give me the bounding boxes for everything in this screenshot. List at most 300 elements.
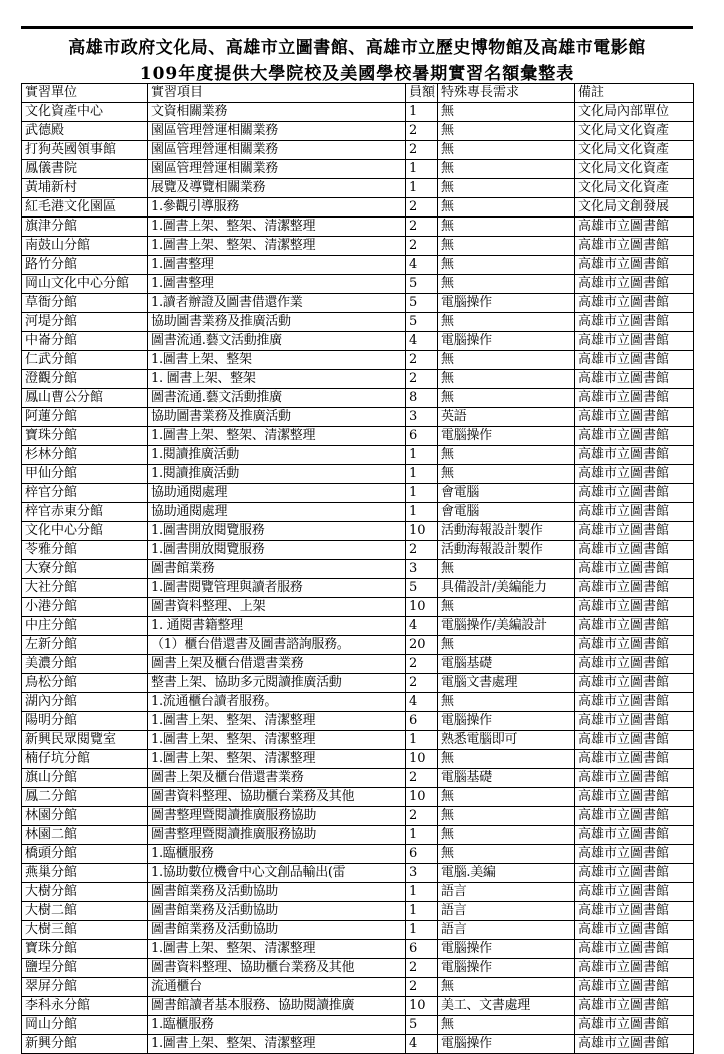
table-row (22, 826, 694, 845)
cell-project: 1.閱讀推廣活動 (148, 446, 406, 465)
cell-project: 協助圖書業務及推廣活動 (148, 408, 406, 427)
table-row (22, 103, 694, 122)
cell-quota: 5 (406, 294, 438, 313)
cell-remark: 高雄市立圖書館 (575, 826, 694, 845)
cell-skills: 活動海報設計製作 (438, 541, 575, 560)
cell-remark: 高雄市立圖書館 (575, 845, 694, 864)
cell-unit: 草衙分館 (22, 294, 148, 313)
cell-quota: 2 (406, 237, 438, 256)
cell-quota: 1 (406, 826, 438, 845)
cell-skills: 無 (438, 313, 575, 332)
cell-skills: 無 (438, 826, 575, 845)
cell-remark: 文化局文化資產 (575, 179, 694, 198)
cell-project: 圖書流通.藝文活動推廣 (148, 332, 406, 351)
cell-skills: 英語 (438, 408, 575, 427)
table-row (22, 408, 694, 427)
cell-quota: 2 (406, 674, 438, 693)
cell-skills: 語言 (438, 883, 575, 902)
cell-remark: 高雄市立圖書館 (575, 617, 694, 636)
cell-unit: 燕巢分館 (22, 864, 148, 883)
cell-unit: 大寮分館 (22, 560, 148, 579)
cell-project: 展覽及導覽相關業務 (148, 179, 406, 198)
cell-remark: 高雄市立圖書館 (575, 351, 694, 370)
cell-skills: 電腦操作 (438, 959, 575, 978)
cell-unit: 新興民眾閱覽室 (22, 731, 148, 750)
cell-unit: 阿蓮分館 (22, 408, 148, 427)
cell-unit: 河堤分館 (22, 313, 148, 332)
cell-unit: 文化中心分館 (22, 522, 148, 541)
cell-project: 1.參觀引導服務 (148, 198, 406, 218)
cell-unit: 新興分館 (22, 1035, 148, 1054)
cell-unit: 紅毛港文化園區 (22, 198, 148, 218)
cell-skills: 語言 (438, 921, 575, 940)
cell-skills: 無 (438, 788, 575, 807)
cell-skills: 無 (438, 179, 575, 198)
table-row (22, 560, 694, 579)
table-row (22, 217, 694, 237)
cell-unit: 梓官分館 (22, 484, 148, 503)
table-row (22, 769, 694, 788)
table-head (22, 84, 694, 103)
cell-unit: 鳥松分館 (22, 674, 148, 693)
table-row (22, 351, 694, 370)
cell-project: 園區管理營運相關業務 (148, 160, 406, 179)
cell-remark: 高雄市立圖書館 (575, 275, 694, 294)
cell-skills: 無 (438, 1016, 575, 1035)
cell-skills: 無 (438, 103, 575, 122)
cell-skills: 無 (438, 198, 575, 218)
table-row (22, 370, 694, 389)
column-header-remark: 備註 (575, 84, 694, 103)
cell-skills: 無 (438, 160, 575, 179)
cell-quota: 8 (406, 389, 438, 408)
cell-quota: 6 (406, 427, 438, 446)
cell-unit: 楠仔坑分館 (22, 750, 148, 769)
cell-skills: 無 (438, 141, 575, 160)
table-row (22, 275, 694, 294)
cell-remark: 高雄市立圖書館 (575, 332, 694, 351)
cell-quota: 3 (406, 408, 438, 427)
cell-project: 圖書資料整理、協助櫃台業務及其他 (148, 788, 406, 807)
cell-remark: 高雄市立圖書館 (575, 484, 694, 503)
cell-remark: 高雄市立圖書館 (575, 674, 694, 693)
cell-skills: 電腦操作 (438, 427, 575, 446)
cell-project: 園區管理營運相關業務 (148, 122, 406, 141)
cell-unit: 旗津分館 (22, 217, 148, 237)
cell-project: 協助通閱處理 (148, 503, 406, 522)
cell-unit: 苓雅分館 (22, 541, 148, 560)
table-row (22, 522, 694, 541)
cell-quota: 4 (406, 332, 438, 351)
cell-unit: 甲仙分館 (22, 465, 148, 484)
cell-quota: 3 (406, 864, 438, 883)
table-row (22, 389, 694, 408)
table-row (22, 750, 694, 769)
cell-unit: 打狗英國領事館 (22, 141, 148, 160)
cell-remark: 高雄市立圖書館 (575, 579, 694, 598)
cell-unit: 武德殿 (22, 122, 148, 141)
table-row (22, 788, 694, 807)
cell-unit: 大樹二館 (22, 902, 148, 921)
cell-unit: 文化資產中心 (22, 103, 148, 122)
cell-remark: 高雄市立圖書館 (575, 408, 694, 427)
cell-unit: 杉林分館 (22, 446, 148, 465)
cell-quota: 10 (406, 598, 438, 617)
cell-project: 圖書館讀者基本服務、協助閱讀推廣 (148, 997, 406, 1016)
cell-unit: 大樹三館 (22, 921, 148, 940)
cell-quota: 2 (406, 351, 438, 370)
cell-project: 圖書館業務 (148, 560, 406, 579)
cell-quota: 5 (406, 313, 438, 332)
cell-skills: 熟悉電腦即可 (438, 731, 575, 750)
cell-remark: 高雄市立圖書館 (575, 503, 694, 522)
cell-quota: 20 (406, 636, 438, 655)
cell-project: 整書上架、協助多元閱讀推廣活動 (148, 674, 406, 693)
cell-skills: 無 (438, 237, 575, 256)
cell-quota: 3 (406, 560, 438, 579)
cell-unit: 寶珠分館 (22, 940, 148, 959)
cell-quota: 2 (406, 655, 438, 674)
cell-quota: 1 (406, 446, 438, 465)
cell-quota: 5 (406, 275, 438, 294)
cell-remark: 高雄市立圖書館 (575, 389, 694, 408)
title-line-1: 高雄市政府文化局、高雄市立圖書館、高雄市立歷史博物館及高雄市電影館 (68, 38, 646, 58)
cell-skills: 電腦操作 (438, 712, 575, 731)
cell-unit: 寶珠分館 (22, 427, 148, 446)
cell-remark: 高雄市立圖書館 (575, 693, 694, 712)
cell-remark: 高雄市立圖書館 (575, 522, 694, 541)
cell-unit: 湖內分館 (22, 693, 148, 712)
cell-remark: 高雄市立圖書館 (575, 256, 694, 275)
cell-project: 協助圖書業務及推廣活動 (148, 313, 406, 332)
cell-remark: 高雄市立圖書館 (575, 541, 694, 560)
cell-skills: 無 (438, 845, 575, 864)
cell-unit: 鳳儀書院 (22, 160, 148, 179)
cell-skills: 電腦基礎 (438, 655, 575, 674)
cell-project: 園區管理營運相關業務 (148, 141, 406, 160)
table-row (22, 712, 694, 731)
cell-project: 1.流通櫃台讀者服務。 (148, 693, 406, 712)
cell-remark: 高雄市立圖書館 (575, 294, 694, 313)
cell-remark: 高雄市立圖書館 (575, 217, 694, 237)
cell-remark: 高雄市立圖書館 (575, 750, 694, 769)
cell-quota: 2 (406, 959, 438, 978)
cell-quota: 5 (406, 1016, 438, 1035)
cell-remark: 高雄市立圖書館 (575, 864, 694, 883)
cell-quota: 2 (406, 122, 438, 141)
cell-skills: 活動海報設計製作 (438, 522, 575, 541)
table-row (22, 845, 694, 864)
cell-remark: 高雄市立圖書館 (575, 560, 694, 579)
table-row (22, 141, 694, 160)
cell-quota: 5 (406, 579, 438, 598)
cell-remark: 高雄市立圖書館 (575, 655, 694, 674)
cell-remark: 文化局文化資產 (575, 122, 694, 141)
cell-skills: 無 (438, 389, 575, 408)
cell-project: 1.圖書開放閱覽服務 (148, 541, 406, 560)
cell-unit: 橋頭分館 (22, 845, 148, 864)
cell-remark: 高雄市立圖書館 (575, 731, 694, 750)
cell-remark: 高雄市立圖書館 (575, 788, 694, 807)
cell-skills: 無 (438, 370, 575, 389)
cell-unit: 陽明分館 (22, 712, 148, 731)
cell-skills: 無 (438, 122, 575, 141)
cell-skills: 無 (438, 807, 575, 826)
cell-project: 1.圖書上架、整架、清潔整理 (148, 712, 406, 731)
cell-remark: 高雄市立圖書館 (575, 807, 694, 826)
table-row (22, 541, 694, 560)
cell-remark: 高雄市立圖書館 (575, 712, 694, 731)
table-row (22, 655, 694, 674)
table-row (22, 313, 694, 332)
cell-project: 1.閱讀推廣活動 (148, 465, 406, 484)
cell-unit: 美濃分館 (22, 655, 148, 674)
cell-quota: 10 (406, 997, 438, 1016)
cell-unit: 黃埔新村 (22, 179, 148, 198)
title-line-2: 109年度提供大學院校及美國學校暑期實習名額彙整表 (139, 64, 575, 84)
table-row (22, 807, 694, 826)
cell-skills: 無 (438, 465, 575, 484)
table-row (22, 1035, 694, 1054)
cell-skills: 電腦.美編 (438, 864, 575, 883)
cell-project: 1.圖書開放閱覽服務 (148, 522, 406, 541)
cell-project: 1.圖書整理 (148, 256, 406, 275)
cell-unit: 中庄分館 (22, 617, 148, 636)
cell-remark: 高雄市立圖書館 (575, 1035, 694, 1054)
table-row (22, 902, 694, 921)
cell-project: 1.圖書閱覽管理與讀者服務 (148, 579, 406, 598)
cell-quota: 1 (406, 883, 438, 902)
cell-remark: 高雄市立圖書館 (575, 769, 694, 788)
cell-project: 文資相關業務 (148, 103, 406, 122)
cell-project: 1.圖書上架、整架、清潔整理 (148, 427, 406, 446)
cell-remark: 高雄市立圖書館 (575, 237, 694, 256)
cell-unit: 旗山分館 (22, 769, 148, 788)
column-header-unit: 實習單位 (22, 84, 148, 103)
internship-quota-table-wrapper (21, 83, 693, 1054)
cell-quota: 2 (406, 978, 438, 997)
cell-project: 圖書流通.藝文活動推廣 (148, 389, 406, 408)
cell-quota: 1 (406, 503, 438, 522)
cell-skills: 無 (438, 978, 575, 997)
table-row (22, 598, 694, 617)
cell-skills: 電腦操作 (438, 940, 575, 959)
cell-remark: 高雄市立圖書館 (575, 921, 694, 940)
cell-unit: 中崙分館 (22, 332, 148, 351)
cell-skills: 無 (438, 351, 575, 370)
cell-quota: 6 (406, 940, 438, 959)
cell-remark: 高雄市立圖書館 (575, 370, 694, 389)
cell-quota: 1 (406, 921, 438, 940)
cell-project: 1.圖書上架、整架、清潔整理 (148, 731, 406, 750)
table-row (22, 864, 694, 883)
cell-remark: 高雄市立圖書館 (575, 313, 694, 332)
cell-project: 1.圖書上架、整架、清潔整理 (148, 1035, 406, 1054)
cell-unit: 小港分館 (22, 598, 148, 617)
cell-unit: 岡山文化中心分館 (22, 275, 148, 294)
cell-unit: 鹽埕分館 (22, 959, 148, 978)
cell-project: 1.圖書上架、整架、清潔整理 (148, 750, 406, 769)
cell-quota: 4 (406, 617, 438, 636)
cell-quota: 10 (406, 788, 438, 807)
cell-remark: 文化局文化資產 (575, 141, 694, 160)
cell-remark: 高雄市立圖書館 (575, 598, 694, 617)
table-row (22, 731, 694, 750)
table-row (22, 959, 694, 978)
cell-quota: 2 (406, 217, 438, 237)
cell-unit: 林園分館 (22, 807, 148, 826)
cell-project: 1.協助數位機會中心文創品輸出(雷 (148, 864, 406, 883)
cell-project: 1.圖書整理 (148, 275, 406, 294)
cell-project: 協助通閱處理 (148, 484, 406, 503)
cell-remark: 高雄市立圖書館 (575, 446, 694, 465)
cell-project: 1.臨櫃服務 (148, 845, 406, 864)
cell-unit: 梓官赤東分館 (22, 503, 148, 522)
cell-skills: 電腦操作 (438, 332, 575, 351)
cell-unit: 李科永分館 (22, 997, 148, 1016)
cell-quota: 2 (406, 807, 438, 826)
cell-quota: 1 (406, 465, 438, 484)
cell-unit: 左新分館 (22, 636, 148, 655)
cell-quota: 2 (406, 769, 438, 788)
cell-project: 1.圖書上架、整架、清潔整理 (148, 237, 406, 256)
table-row (22, 198, 694, 218)
table-row (22, 997, 694, 1016)
cell-project: 1. 圖書上架、整架 (148, 370, 406, 389)
cell-quota: 10 (406, 750, 438, 769)
cell-unit: 南鼓山分館 (22, 237, 148, 256)
cell-unit: 鳳山曹公分館 (22, 389, 148, 408)
cell-remark: 高雄市立圖書館 (575, 997, 694, 1016)
column-header-skills: 特殊專長需求 (438, 84, 575, 103)
cell-remark: 高雄市立圖書館 (575, 883, 694, 902)
table-row (22, 465, 694, 484)
table-body (22, 103, 694, 1054)
cell-skills: 會電腦 (438, 503, 575, 522)
cell-skills: 電腦操作 (438, 294, 575, 313)
cell-quota: 4 (406, 1035, 438, 1054)
cell-quota: 6 (406, 845, 438, 864)
cell-project: 圖書上架及櫃台借還書業務 (148, 769, 406, 788)
cell-unit: 鳳二分館 (22, 788, 148, 807)
cell-skills: 美工、文書處理 (438, 997, 575, 1016)
table-row (22, 579, 694, 598)
cell-project: 圖書資料整理、協助櫃台業務及其他 (148, 959, 406, 978)
cell-skills: 無 (438, 217, 575, 237)
cell-remark: 高雄市立圖書館 (575, 940, 694, 959)
cell-remark: 高雄市立圖書館 (575, 636, 694, 655)
document-title-block (21, 26, 693, 87)
cell-unit: 路竹分館 (22, 256, 148, 275)
cell-quota: 1 (406, 179, 438, 198)
table-row (22, 179, 694, 198)
cell-quota: 2 (406, 141, 438, 160)
table-row (22, 427, 694, 446)
cell-quota: 2 (406, 541, 438, 560)
cell-skills: 無 (438, 446, 575, 465)
cell-project: 圖書上架及櫃台借還書業務 (148, 655, 406, 674)
cell-remark: 文化局文化資產 (575, 160, 694, 179)
cell-project: 圖書整理暨閱讀推廣服務協助 (148, 807, 406, 826)
cell-project: 1.讀者辦證及圖書借還作業 (148, 294, 406, 313)
table-row (22, 446, 694, 465)
table-row (22, 617, 694, 636)
cell-skills: 無 (438, 560, 575, 579)
table-row (22, 256, 694, 275)
cell-skills: 具備設計/美編能力 (438, 579, 575, 598)
cell-unit: 澄觀分館 (22, 370, 148, 389)
cell-remark: 高雄市立圖書館 (575, 959, 694, 978)
table-row (22, 674, 694, 693)
table-row (22, 940, 694, 959)
cell-skills: 語言 (438, 902, 575, 921)
column-header-quota: 員額 (406, 84, 438, 103)
table-row (22, 294, 694, 313)
cell-skills: 無 (438, 750, 575, 769)
cell-project: 圖書館業務及活動協助 (148, 921, 406, 940)
cell-quota: 1 (406, 484, 438, 503)
cell-skills: 會電腦 (438, 484, 575, 503)
cell-unit: 岡山分館 (22, 1016, 148, 1035)
cell-project: 圖書資料整理、上架 (148, 598, 406, 617)
table-header-row (22, 84, 694, 103)
cell-project: 圖書館業務及活動協助 (148, 883, 406, 902)
cell-project: 流通櫃台 (148, 978, 406, 997)
cell-unit: 大樹分館 (22, 883, 148, 902)
cell-skills: 電腦基礎 (438, 769, 575, 788)
cell-unit: 仁武分館 (22, 351, 148, 370)
internship-quota-table (21, 83, 694, 1054)
cell-skills: 無 (438, 275, 575, 294)
cell-quota: 2 (406, 370, 438, 389)
cell-project: （1）櫃台借還書及圖書諮詢服務。 (148, 636, 406, 655)
cell-skills: 無 (438, 598, 575, 617)
table-row (22, 160, 694, 179)
cell-project: 1. 通閱書籍整理 (148, 617, 406, 636)
table-row (22, 122, 694, 141)
table-row (22, 883, 694, 902)
cell-project: 1.圖書上架、整架、清潔整理 (148, 217, 406, 237)
table-row (22, 332, 694, 351)
table-row (22, 921, 694, 940)
cell-remark: 高雄市立圖書館 (575, 978, 694, 997)
table-row (22, 484, 694, 503)
cell-project: 圖書整理暨閱讀推廣服務協助 (148, 826, 406, 845)
cell-skills: 無 (438, 256, 575, 275)
table-row (22, 693, 694, 712)
cell-remark: 高雄市立圖書館 (575, 427, 694, 446)
table-row (22, 503, 694, 522)
cell-project: 1.圖書上架、整架 (148, 351, 406, 370)
table-row (22, 978, 694, 997)
cell-remark: 文化局文創發展 (575, 198, 694, 218)
cell-project: 1.臨櫃服務 (148, 1016, 406, 1035)
cell-skills: 電腦操作 (438, 1035, 575, 1054)
cell-unit: 林園二館 (22, 826, 148, 845)
cell-unit: 大社分館 (22, 579, 148, 598)
cell-skills: 電腦操作/美編設計 (438, 617, 575, 636)
column-header-project: 實習項目 (148, 84, 406, 103)
cell-project: 圖書館業務及活動協助 (148, 902, 406, 921)
cell-quota: 6 (406, 712, 438, 731)
cell-quota: 2 (406, 198, 438, 218)
cell-quota: 4 (406, 256, 438, 275)
cell-unit: 翠屏分館 (22, 978, 148, 997)
table-row (22, 636, 694, 655)
cell-skills: 無 (438, 636, 575, 655)
cell-remark: 高雄市立圖書館 (575, 902, 694, 921)
cell-quota: 1 (406, 103, 438, 122)
